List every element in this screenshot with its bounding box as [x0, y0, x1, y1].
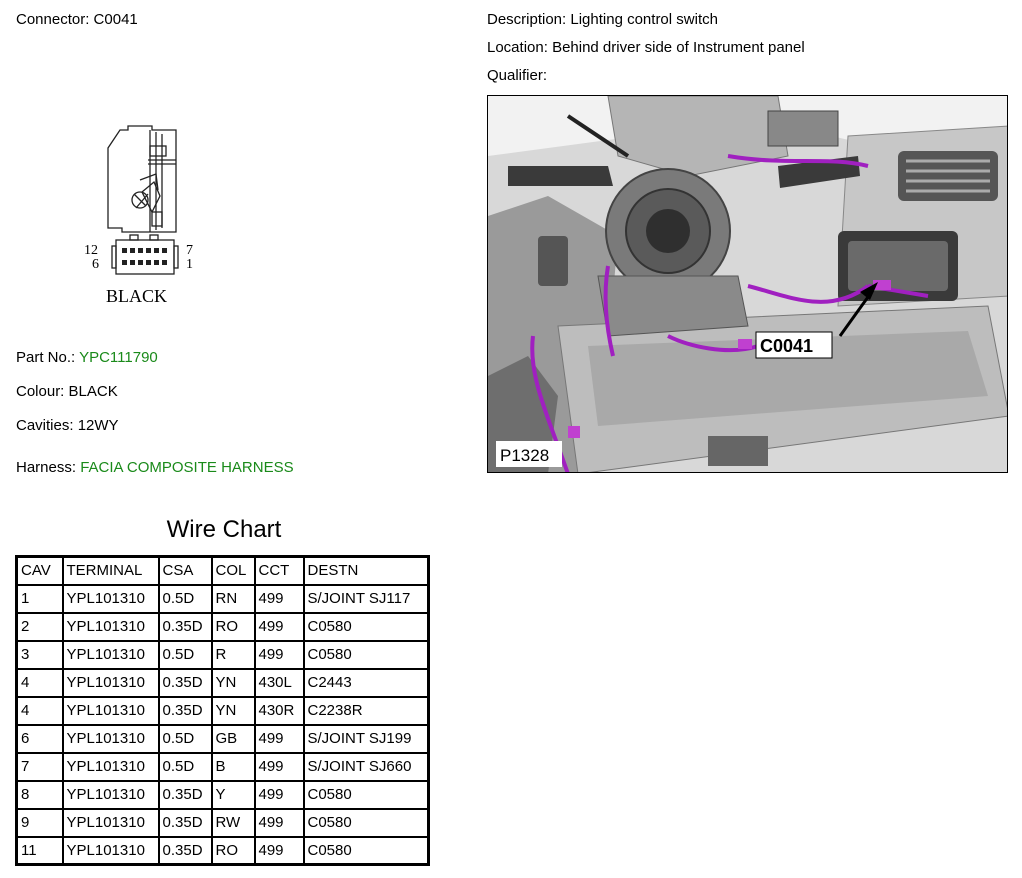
cell-csa: 0.5D [159, 725, 212, 753]
part-no-label: Part No.: [16, 349, 76, 366]
cell-destn: S/JOINT SJ660 [304, 753, 429, 781]
header-cav: CAV [17, 557, 63, 585]
table-row [17, 697, 429, 725]
cell-cav: 4 [17, 697, 63, 725]
table-row [17, 781, 429, 809]
part-no-value[interactable]: YPC111790 [79, 349, 158, 366]
drawing-colour-label: BLACK [106, 286, 168, 306]
cell-cct: 499 [255, 781, 304, 809]
cell-destn: C0580 [304, 641, 429, 669]
cell-cct: 430R [255, 697, 304, 725]
cell-col: GB [212, 725, 255, 753]
cell-cct: 499 [255, 837, 304, 865]
cell-cav: 3 [17, 641, 63, 669]
description-label: Description: [487, 11, 567, 28]
cell-terminal: YPL101310 [63, 669, 159, 697]
location-line [487, 39, 805, 56]
cell-col: RN [212, 585, 255, 613]
cell-csa: 0.35D [159, 697, 212, 725]
qualifier-line [487, 67, 547, 84]
cell-terminal: YPL101310 [63, 725, 159, 753]
photo-figure-id: P1328 [500, 446, 550, 465]
cell-cav: 6 [17, 725, 63, 753]
qualifier-label: Qualifier: [487, 67, 548, 84]
cell-csa: 0.35D [159, 837, 212, 865]
header-cct: CCT [255, 557, 304, 585]
cell-col: YN [212, 669, 255, 697]
cell-terminal: YPL101310 [63, 753, 159, 781]
pin-label-6: 6 [92, 257, 99, 272]
header-destn: DESTN [304, 557, 429, 585]
cell-col: R [212, 641, 255, 669]
dashboard-illustration [488, 96, 1008, 473]
connector-label: Connector: [16, 11, 90, 28]
cell-destn: C0580 [304, 781, 429, 809]
cell-cav: 2 [17, 613, 63, 641]
cell-cav: 8 [17, 781, 63, 809]
cell-col: RW [212, 809, 255, 837]
location-label: Location: [487, 39, 548, 56]
wire-chart-title: Wire Chart [166, 516, 282, 543]
cell-csa: 0.5D [159, 753, 212, 781]
cell-col: Y [212, 781, 255, 809]
cell-col: RO [212, 613, 255, 641]
cell-destn: S/JOINT SJ199 [304, 725, 429, 753]
cell-terminal: YPL101310 [63, 809, 159, 837]
connector-outline-icon [80, 120, 200, 310]
table-row [17, 585, 429, 613]
cell-cav: 7 [17, 753, 63, 781]
connector-value: C0041 [93, 11, 138, 28]
cell-terminal: YPL101310 [63, 781, 159, 809]
cell-destn: C2443 [304, 669, 429, 697]
cell-csa: 0.35D [159, 781, 212, 809]
cell-destn: C0580 [304, 613, 429, 641]
table-row [17, 809, 429, 837]
table-row [17, 725, 429, 753]
cell-cct: 499 [255, 613, 304, 641]
cell-csa: 0.35D [159, 613, 212, 641]
colour-value: BLACK [68, 383, 118, 400]
wire-chart-header-row [17, 557, 429, 585]
cell-cav: 1 [17, 585, 63, 613]
cell-col: YN [212, 697, 255, 725]
colour-line [16, 383, 118, 400]
cell-cav: 9 [17, 809, 63, 837]
header-col: COL [212, 557, 255, 585]
table-row [17, 613, 429, 641]
table-row [17, 837, 429, 865]
cell-col: B [212, 753, 255, 781]
pin-label-7: 7 [186, 243, 193, 258]
cell-csa: 0.5D [159, 641, 212, 669]
description-value: Lighting control switch [570, 11, 718, 28]
pin-label-12: 12 [84, 243, 98, 258]
cavities-label: Cavities: [16, 417, 74, 434]
header-csa: CSA [159, 557, 212, 585]
cell-terminal: YPL101310 [63, 613, 159, 641]
part-no-line [16, 349, 158, 366]
cell-terminal: YPL101310 [63, 641, 159, 669]
cell-terminal: YPL101310 [63, 837, 159, 865]
cell-destn: C0580 [304, 809, 429, 837]
harness-value[interactable]: FACIA COMPOSITE HARNESS [80, 459, 294, 476]
cell-terminal: YPL101310 [63, 585, 159, 613]
location-photo [487, 95, 1008, 473]
connector-drawing [80, 120, 200, 310]
description-line [487, 11, 718, 28]
harness-label: Harness: [16, 459, 77, 476]
pin-label-1: 1 [186, 257, 193, 272]
table-row [17, 669, 429, 697]
header-terminal: TERMINAL [63, 557, 159, 585]
harness-line [16, 459, 294, 476]
cell-csa: 0.35D [159, 669, 212, 697]
cell-cav: 4 [17, 669, 63, 697]
cell-csa: 0.35D [159, 809, 212, 837]
cell-cct: 499 [255, 725, 304, 753]
connector-line [16, 11, 138, 28]
wire-chart-table [15, 555, 430, 866]
cavities-value: 12WY [77, 417, 119, 434]
table-row [17, 753, 429, 781]
cell-cct: 499 [255, 585, 304, 613]
cell-cct: 499 [255, 641, 304, 669]
location-value: Behind driver side of Instrument panel [552, 39, 805, 56]
cell-cct: 499 [255, 809, 304, 837]
photo-callout-label: C0041 [760, 336, 814, 356]
cavities-line [16, 417, 119, 434]
cell-csa: 0.5D [159, 585, 212, 613]
cell-cct: 430L [255, 669, 304, 697]
cell-col: RO [212, 837, 255, 865]
cell-destn: C2238R [304, 697, 429, 725]
cell-destn: S/JOINT SJ117 [304, 585, 429, 613]
table-row [17, 641, 429, 669]
cell-cav: 11 [17, 837, 63, 865]
cell-terminal: YPL101310 [63, 697, 159, 725]
colour-label: Colour: [16, 383, 65, 400]
cell-cct: 499 [255, 753, 304, 781]
cell-destn: C0580 [304, 837, 429, 865]
